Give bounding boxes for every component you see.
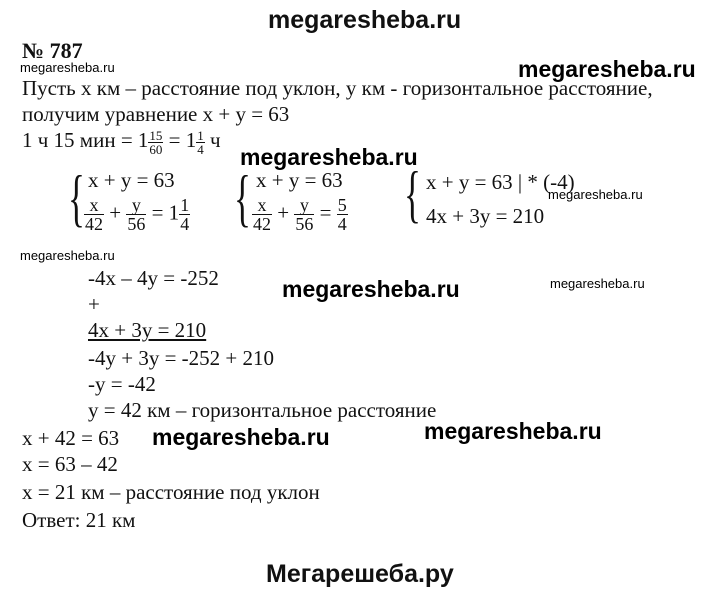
frac-num: y: [126, 196, 146, 215]
frac-den: 42: [85, 214, 103, 234]
frac-num: y: [294, 196, 314, 215]
answer: Ответ: 21 км: [22, 508, 136, 532]
fraction-1-4: [179, 196, 190, 233]
plus-sign: +: [104, 200, 127, 225]
time-fraction-1: [148, 129, 163, 156]
watermark-small: megaresheba.ru: [20, 60, 115, 75]
frac-num: 5: [337, 195, 347, 215]
fraction-y-56: [294, 196, 314, 233]
text-line-1: Пусть x км – расстояние под уклон, у км - горизонтальное расстояние,: [22, 76, 653, 100]
footer-site-title: Мегарешеба.ру: [266, 560, 454, 588]
watermark-small: megaresheba.ru: [550, 276, 645, 291]
system3-eq2: 4x + 3y = 210: [426, 204, 545, 228]
system1-eq2: [84, 196, 190, 233]
fraction-y-56: [126, 196, 146, 233]
time-eq: = 1: [163, 128, 197, 152]
frac-den: 4: [180, 214, 190, 234]
step-1: -4x – 4y = -252: [88, 266, 219, 290]
frac-num: 1: [197, 127, 204, 143]
fraction-x-42: [84, 196, 104, 233]
step-6: y = 42 км – горизонтальное расстояние: [88, 398, 437, 422]
text-line-2: получим уравнение x + y = 63: [22, 102, 290, 126]
step-8: x = 63 – 42: [22, 452, 118, 476]
step-5: -y = -42: [88, 372, 156, 396]
plus-sign: +: [272, 200, 295, 225]
header-site-title: megaresheba.ru: [268, 6, 462, 34]
frac-den: 4: [197, 141, 204, 157]
step-3: 4x + 3y = 210: [88, 318, 207, 342]
fraction-x-42: [252, 196, 272, 233]
step-7: x + 42 = 63: [22, 426, 120, 450]
equals-sign: =: [314, 200, 337, 225]
time-conversion: [22, 128, 221, 156]
fraction-5-4: [337, 196, 348, 233]
system2-eq1: x + y = 63: [256, 168, 343, 192]
watermark-big: megaresheba.ru: [518, 56, 696, 82]
frac-den: 42: [253, 214, 271, 234]
system2-eq2: [252, 196, 348, 233]
frac-den: 56: [127, 214, 146, 234]
frac-den: 4: [337, 214, 347, 234]
watermark-big: megaresheba.ru: [282, 276, 460, 302]
system-brace: {: [68, 162, 85, 233]
rhs-prefix: = 1: [146, 200, 180, 225]
watermark-big: megaresheba.ru: [152, 424, 330, 450]
step-4: -4y + 3y = -252 + 210: [88, 346, 275, 370]
time-fraction-2: [196, 129, 205, 156]
time-unit: ч: [204, 128, 221, 152]
system3-eq1: x + y = 63 | * (-4): [426, 170, 575, 194]
problem-number: № 787: [22, 38, 83, 63]
frac-num: 15: [149, 127, 163, 143]
watermark-big: megaresheba.ru: [424, 418, 602, 444]
frac-num: 1: [180, 195, 190, 215]
time-prefix: 1 ч 15 мин = 1: [22, 128, 149, 152]
frac-den: 56: [295, 214, 314, 234]
step-2: +: [88, 292, 100, 316]
step-9: x = 21 км – расстояние под уклон: [22, 480, 320, 504]
watermark-big: megaresheba.ru: [240, 144, 418, 170]
frac-num: x: [252, 196, 272, 215]
frac-num: x: [84, 196, 104, 215]
watermark-small: megaresheba.ru: [548, 187, 643, 202]
system-brace: {: [404, 158, 421, 229]
system1-eq1: x + y = 63: [88, 168, 175, 192]
system-brace: {: [234, 162, 251, 233]
watermark-small: megaresheba.ru: [20, 248, 115, 263]
frac-den: 60: [149, 141, 163, 157]
